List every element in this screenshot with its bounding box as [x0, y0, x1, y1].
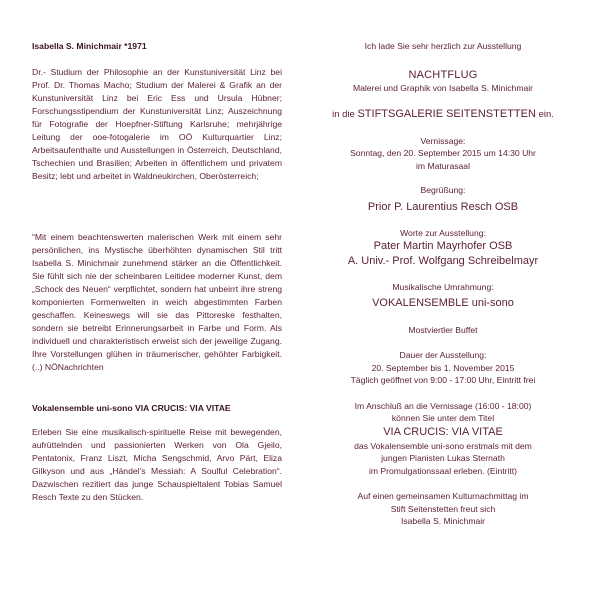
bio-heading: Isabella S. Minichmair *1971: [32, 41, 147, 51]
invite-line: Ich lade Sie sehr herzlich zur Ausstellung: [364, 41, 522, 51]
venue-post: ein.: [535, 109, 554, 120]
after-title: VIA CRUCIS: VIA VITAE: [383, 425, 503, 438]
vernissage-place: im Maturasaal: [416, 160, 470, 171]
greeting-name: Prior P. Laurentius Resch OSB: [367, 200, 519, 213]
opening-hours: Täglich geöffnet von 9:00 - 17:00 Uhr, Eintritt frei: [350, 375, 536, 385]
press-quote: “Mit einem beachtenswerten malerischen Werk mit einem sehr persönlichen, ins Mystische überhöhten dynamischen Stil tritt Isabella S. Minichmair zunehmend stärker an die Öffentlichkeit. Sie fühlt sich nie der scheinbaren Leitidee moderner Kunst, dem „Schock des Neuen“ verpflichtet, sondern hat unbeirrt ihre streng komponierten Formenwelten in weich abgestimmten Farben geschaffen. Keineswegs will sie das Pittoreske festhalten, sondern sie betreibt Erinnerungsarbeit in Farbe und Form. Als individuell und charakteristisch erweist sich der jeweilige Zugang. Ihre Vorstellungen glühen in träumerischer, gehöhter Farbigkeit. (..) NÖNachrichten: [32, 232, 282, 372]
closing-line-1: Auf einen gemeinsamen Kulturnachmittag im: [357, 491, 529, 501]
music-name: VOKALENSEMBLE uni-sono: [372, 296, 514, 309]
buffet-line: Mostviertler Buffet: [408, 324, 478, 335]
closing-line-2: Stift Seitenstetten freut sich: [390, 503, 496, 514]
after-line-3: das Vokalensemble uni-sono erstmals mit dem: [354, 440, 532, 451]
music-label: Musikalische Umrahmung:: [392, 282, 494, 292]
words-name-2: A. Univ.- Prof. Wolfgang Schreibelmayr: [347, 255, 539, 267]
words-label: Worte zur Ausstellung:: [400, 227, 486, 238]
vernissage-date: Sonntag, den 20. September 2015 um 14:30 Uhr: [350, 148, 536, 158]
duration-label: Dauer der Ausstellung:: [399, 350, 487, 360]
after-line-2: können Sie unter dem Titel: [391, 413, 495, 423]
after-line-4: jungen Pianisten Lukas Sternath: [381, 453, 505, 463]
left-column: [32, 40, 282, 504]
venue-name: STIFTSGALERIE SEITENSTETTEN: [357, 108, 536, 120]
concert-heading: Vokalensemble uni-sono VIA CRUCIS: VIA VITAE: [32, 403, 231, 413]
right-column: [312, 40, 574, 528]
bio-text: Dr.- Studium der Philosophie an der Kunstuniversität Linz bei Prof. Dr. Thomas Macho; Studium der Malerei & Grafik an der Kunstuniversität Linz bei Eric Ess und Ursula Hübner; Forschungsstipendium der Kunstuniversität Linz; Auszeichnung für Fotografie der Hoepfner-Stiftung Karlsruhe; mehrjährige Leitung der ooe-fotogalerie im OÖ Kulturquartier Linz; Arbeitsaufenthalte und Ausstellungen in Österreich, Deutschland, Tschechien und Brasilien; Arbeiten in öffentlichem und privatem Besitz; lebt und arbeitet in Waldneukirchen, Oberösterreich;: [32, 67, 282, 181]
venue-pre: in die: [332, 109, 358, 120]
after-line-5: im Promulgationssaal erleben. (Eintritt): [368, 465, 518, 476]
words-name-1: Pater Martin Mayrhofer OSB: [373, 240, 513, 252]
vernissage-label: Vernissage:: [420, 135, 466, 146]
exhibition-subtitle: Malerei und Graphik von Isabella S. Minichmair: [352, 82, 534, 93]
concert-text: Erleben Sie eine musikalisch-spirituelle Reise mit bewegenden, aufrüttelnden und passionierten Werken von Ola Gjeilo, Pentatonix, Franz Liszt, Micha Sengschmid, Arvo Pärt, Eliza Gilkyson und aus „Händel’s Messiah: A Soulful Celebration“. Dazwischen rezitiert das junge Schauspieltalent Tobias Samuel Resch Texte zu den Stücken.: [32, 427, 282, 502]
exhibition-title: NACHTFLUG: [408, 68, 478, 81]
duration-dates: 20. September bis 1. November 2015: [371, 362, 515, 373]
closing-line-3: Isabella S. Minichmair: [400, 516, 486, 526]
greeting-label: Begrüßung:: [420, 185, 466, 195]
after-line-1: Im Anschluß an die Vernissage (16:00 - 18:00): [354, 400, 532, 411]
venue-line: [312, 108, 574, 122]
